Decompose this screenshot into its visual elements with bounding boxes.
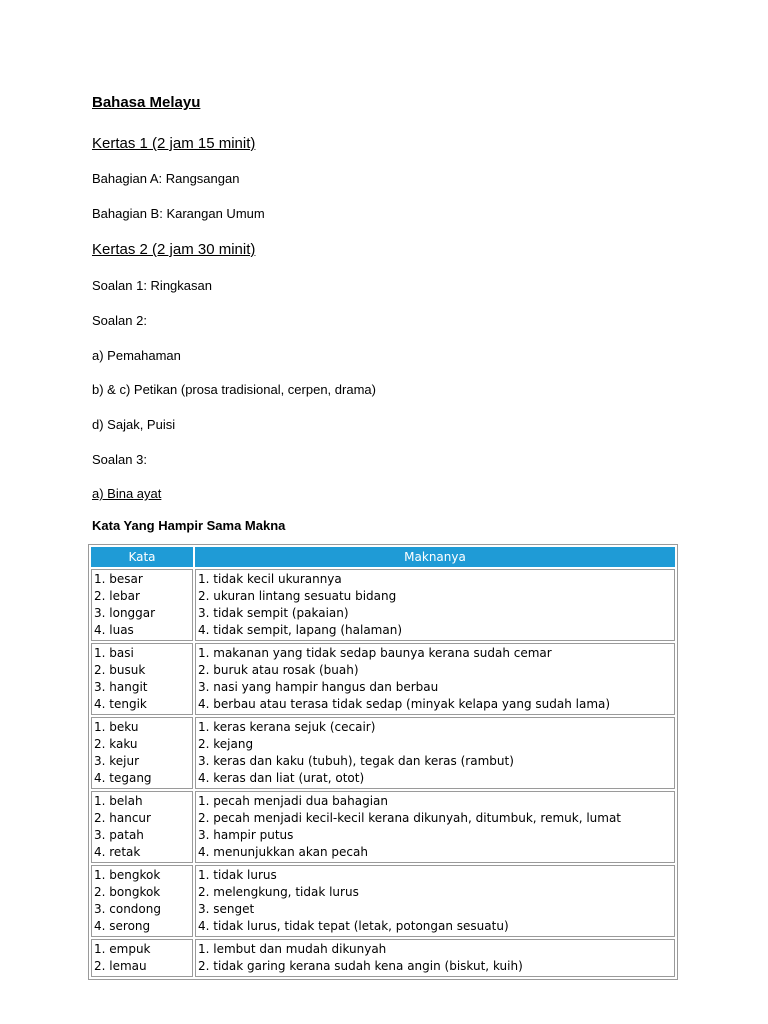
kertas2-item-bina-ayat: a) Bina ayat <box>92 486 162 501</box>
kertas2-item: Soalan 3: <box>92 452 147 467</box>
kertas2-item: d) Sajak, Puisi <box>92 417 176 432</box>
table-header-row <box>91 547 675 567</box>
table-row <box>91 939 675 977</box>
kata-word: 3. patah <box>94 828 144 842</box>
kertas2-item: Soalan 2: <box>92 313 147 328</box>
makna-definition: 1. makanan yang tidak sedap baunya kerana sudah cemar <box>198 646 552 660</box>
kata-word: 3. condong <box>94 902 161 916</box>
makna-definition: 3. senget <box>198 902 255 916</box>
makna-definition: 3. keras dan kaku (tubuh), tegak dan keras (rambut) <box>198 754 514 768</box>
kertas1-heading: Kertas 1 (2 jam 15 minit) <box>92 135 256 152</box>
makna-definition: 3. nasi yang hampir hangus dan berbau <box>198 680 439 694</box>
kata-word: 2. hancur <box>94 811 151 825</box>
makna-definition: 4. tidak sempit, lapang (halaman) <box>198 623 402 637</box>
kata-cell <box>91 865 193 937</box>
kata-word: 1. besar <box>94 572 143 586</box>
makna-definition: 4. tidak lurus, tidak tepat (letak, potongan sesuatu) <box>198 919 509 933</box>
kata-word: 4. retak <box>94 845 141 859</box>
kata-word: 2. lebar <box>94 589 140 603</box>
makna-definition: 3. hampir putus <box>198 828 294 842</box>
kata-cell <box>91 643 193 715</box>
makna-definition: 2. buruk atau rosak (buah) <box>198 663 359 677</box>
makna-definition: 2. kejang <box>198 737 254 751</box>
kata-word: 1. empuk <box>94 942 151 956</box>
kata-cell <box>91 939 193 977</box>
makna-definition: 4. menunjukkan akan pecah <box>198 845 368 859</box>
kata-word: 4. tengik <box>94 697 147 711</box>
makna-definition: 1. keras kerana sejuk (cecair) <box>198 720 376 734</box>
kertas2-item: Soalan 1: Ringkasan <box>92 278 212 293</box>
kata-word: 2. lemau <box>94 959 147 973</box>
makna-definition: 2. pecah menjadi kecil-kecil kerana dikunyah, ditumbuk, remuk, lumat <box>198 811 622 825</box>
makna-cell <box>195 717 675 789</box>
kertas2-heading: Kertas 2 (2 jam 30 minit) <box>92 241 256 258</box>
kata-cell <box>91 717 193 789</box>
makna-cell <box>195 791 675 863</box>
kata-word: 4. serong <box>94 919 151 933</box>
table-body <box>91 569 675 977</box>
table-title: Kata Yang Hampir Sama Makna <box>92 518 286 533</box>
kata-word: 2. busuk <box>94 663 146 677</box>
kata-word: 1. basi <box>94 646 134 660</box>
kata-word: 3. longgar <box>94 606 156 620</box>
kata-word: 4. tegang <box>94 771 152 785</box>
kata-word: 4. luas <box>94 623 134 637</box>
kata-word: 1. bengkok <box>94 868 161 882</box>
makna-definition: 1. tidak kecil ukurannya <box>198 572 342 586</box>
table-row <box>91 791 675 863</box>
kata-word: 1. beku <box>94 720 139 734</box>
kata-word: 1. belah <box>94 794 143 808</box>
makna-definition: 1. lembut dan mudah dikunyah <box>198 942 387 956</box>
kata-word: 2. kaku <box>94 737 138 751</box>
header-maknanya: Maknanya <box>195 547 675 567</box>
kertas1-item: Bahagian B: Karangan Umum <box>92 206 265 221</box>
table-row <box>91 569 675 641</box>
kata-cell <box>91 791 193 863</box>
table-row <box>91 643 675 715</box>
synonym-table <box>88 544 678 980</box>
makna-definition: 1. pecah menjadi dua bahagian <box>198 794 388 808</box>
table-row <box>91 717 675 789</box>
makna-definition: 2. tidak garing kerana sudah kena angin (biskut, kuih) <box>198 959 523 973</box>
makna-cell <box>195 939 675 977</box>
kata-cell <box>91 569 193 641</box>
kata-word: 2. bongkok <box>94 885 161 899</box>
makna-definition: 1. tidak lurus <box>198 868 277 882</box>
header-kata: Kata <box>91 547 193 567</box>
makna-definition: 2. ukuran lintang sesuatu bidang <box>198 589 397 603</box>
document-title: Bahasa Melayu <box>92 94 201 111</box>
kertas2-item: b) & c) Petikan (prosa tradisional, cerpen, drama) <box>92 382 376 397</box>
makna-definition: 3. tidak sempit (pakaian) <box>198 606 349 620</box>
makna-definition: 2. melengkung, tidak lurus <box>198 885 359 899</box>
kata-word: 3. kejur <box>94 754 140 768</box>
kata-word: 3. hangit <box>94 680 148 694</box>
makna-definition: 4. berbau atau terasa tidak sedap (minyak kelapa yang sudah lama) <box>198 697 611 711</box>
makna-cell <box>195 643 675 715</box>
makna-cell <box>195 569 675 641</box>
makna-cell <box>195 865 675 937</box>
table-row <box>91 865 675 937</box>
kertas1-item: Bahagian A: Rangsangan <box>92 171 240 186</box>
makna-definition: 4. keras dan liat (urat, otot) <box>198 771 365 785</box>
kertas2-item: a) Pemahaman <box>92 348 181 363</box>
